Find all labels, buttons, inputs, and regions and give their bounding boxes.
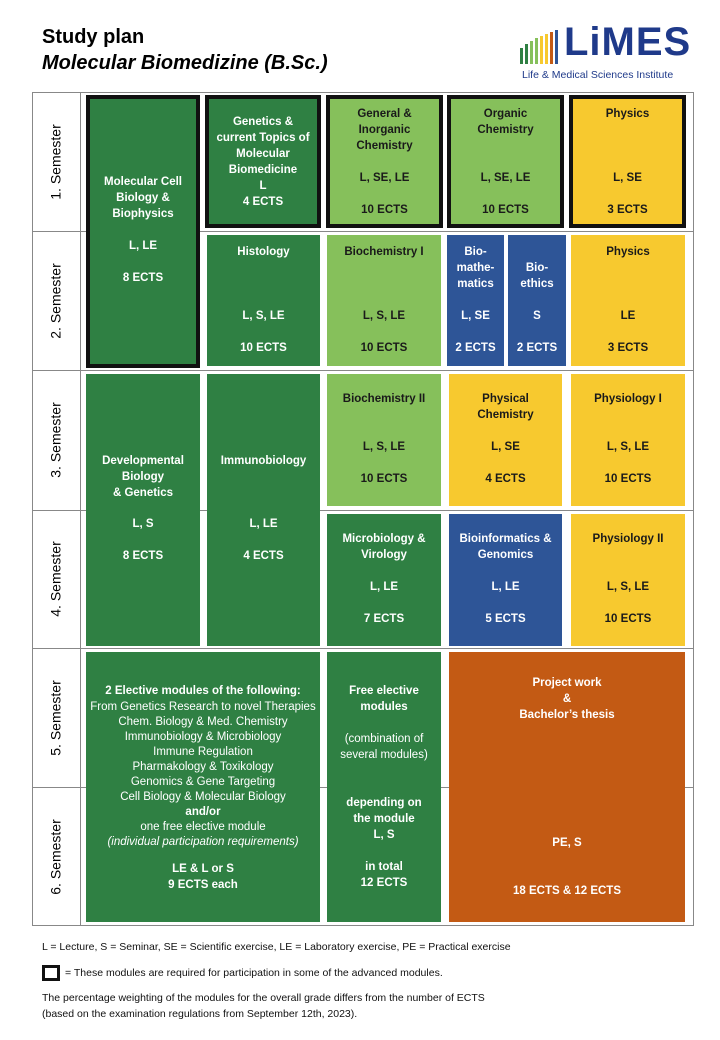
logo-tagline: Life & Medical Sciences Institute [522,69,674,81]
module-physics-2: Physics LE 3 ECTS [571,235,685,366]
page-title: Study plan [42,26,145,48]
module-histology: Histology L, S, LE 10 ECTS [207,235,320,366]
module-microbiology-virology: Microbiology & Virology L, LE 7 ECTS [327,514,441,646]
module-physiology-2: Physiology II L, S, LE 10 ECTS [571,514,685,646]
logo-bars-icon [520,30,564,64]
semester-2-label: 2. Semester [48,262,65,339]
limes-logo [520,20,696,82]
row-divider [32,648,694,649]
module-organic-chemistry: Organic Chemistry L, SE, LE 10 ECTS [447,95,564,228]
semester-6-label: 6. Semester [48,818,65,895]
required-box-icon [42,965,60,981]
module-physics-1: Physics L, SE 3 ECTS [569,95,686,228]
module-physiology-1: Physiology I L, S, LE 10 ECTS [571,374,685,506]
row-divider [32,370,694,371]
module-bioethics: Bio- ethics S 2 ECTS [508,235,566,366]
module-biomathematics: Bio- mathe- matics L, SE 2 ECTS [447,235,504,366]
semester-4-label: 4. Semester [48,541,65,617]
logo-text: LiMES [564,20,692,64]
module-general-inorganic-chemistry: General & Inorganic Chemistry L, SE, LE 10 ECTS [326,95,443,228]
semester-3-label: 3. Semester [48,402,65,478]
module-bioinformatics-genomics: Bioinformatics & Genomics L, LE 5 ECTS [449,514,562,646]
page-subtitle: Molecular Biomedizine (B.Sc.) [42,52,328,74]
legend-note-2: (based on the examination regulations from September 12th, 2023). [42,1008,358,1020]
semester-1-label: 1. Semester [48,123,65,200]
module-developmental-biology: Developmental Biology & Genetics L, S 8 ECTS [86,374,200,646]
legend-required: = These modules are required for participation in some of the advanced modules. [42,965,443,981]
module-physical-chemistry: Physical Chemistry L, SE 4 ECTS [449,374,562,506]
legend-abbreviations: L = Lecture, S = Seminar, SE = Scientific exercise, LE = Laboratory exercise, PE = Practical exercise [42,941,511,953]
module-immunobiology: Immunobiology L, LE 4 ECTS [207,374,320,646]
grid-divider [80,92,81,926]
module-elective: 2 Elective modules of the following: From Genetics Research to novel Therapies Chem. Biology & Med. Chemistry Immunobiology & Microbiology Immune Regulation Pharmakology & Toxikology Genomics & Gene Targeting Cell Biology & Molecular Biology and/or one free elective module (individual participation requirements) LE & L or S 9 ECTS each [86,652,320,922]
module-free-elective: Free elective modules (combination of several modules) depending on the module L, S in total 12 ECTS [327,652,441,922]
module-genetics: Genetics & current Topics of Molecular Biomedicine L 4 ECTS [205,95,321,228]
module-biochemistry-1: Biochemistry I L, S, LE 10 ECTS [327,235,441,366]
semester-5-label: 5. Semester [48,679,65,756]
module-project-thesis: Project work & Bachelor’s thesis PE, S 18 ECTS & 12 ECTS [449,652,685,922]
module-molecular-cell-biology: Molecular Cell Biology & Biophysics L, LE 8 ECTS [86,95,200,368]
module-biochemistry-2: Biochemistry II L, S, LE 10 ECTS [327,374,441,506]
legend-note-1: The percentage weighting of the modules for the overall grade differs from the number of ECTS [42,992,485,1004]
